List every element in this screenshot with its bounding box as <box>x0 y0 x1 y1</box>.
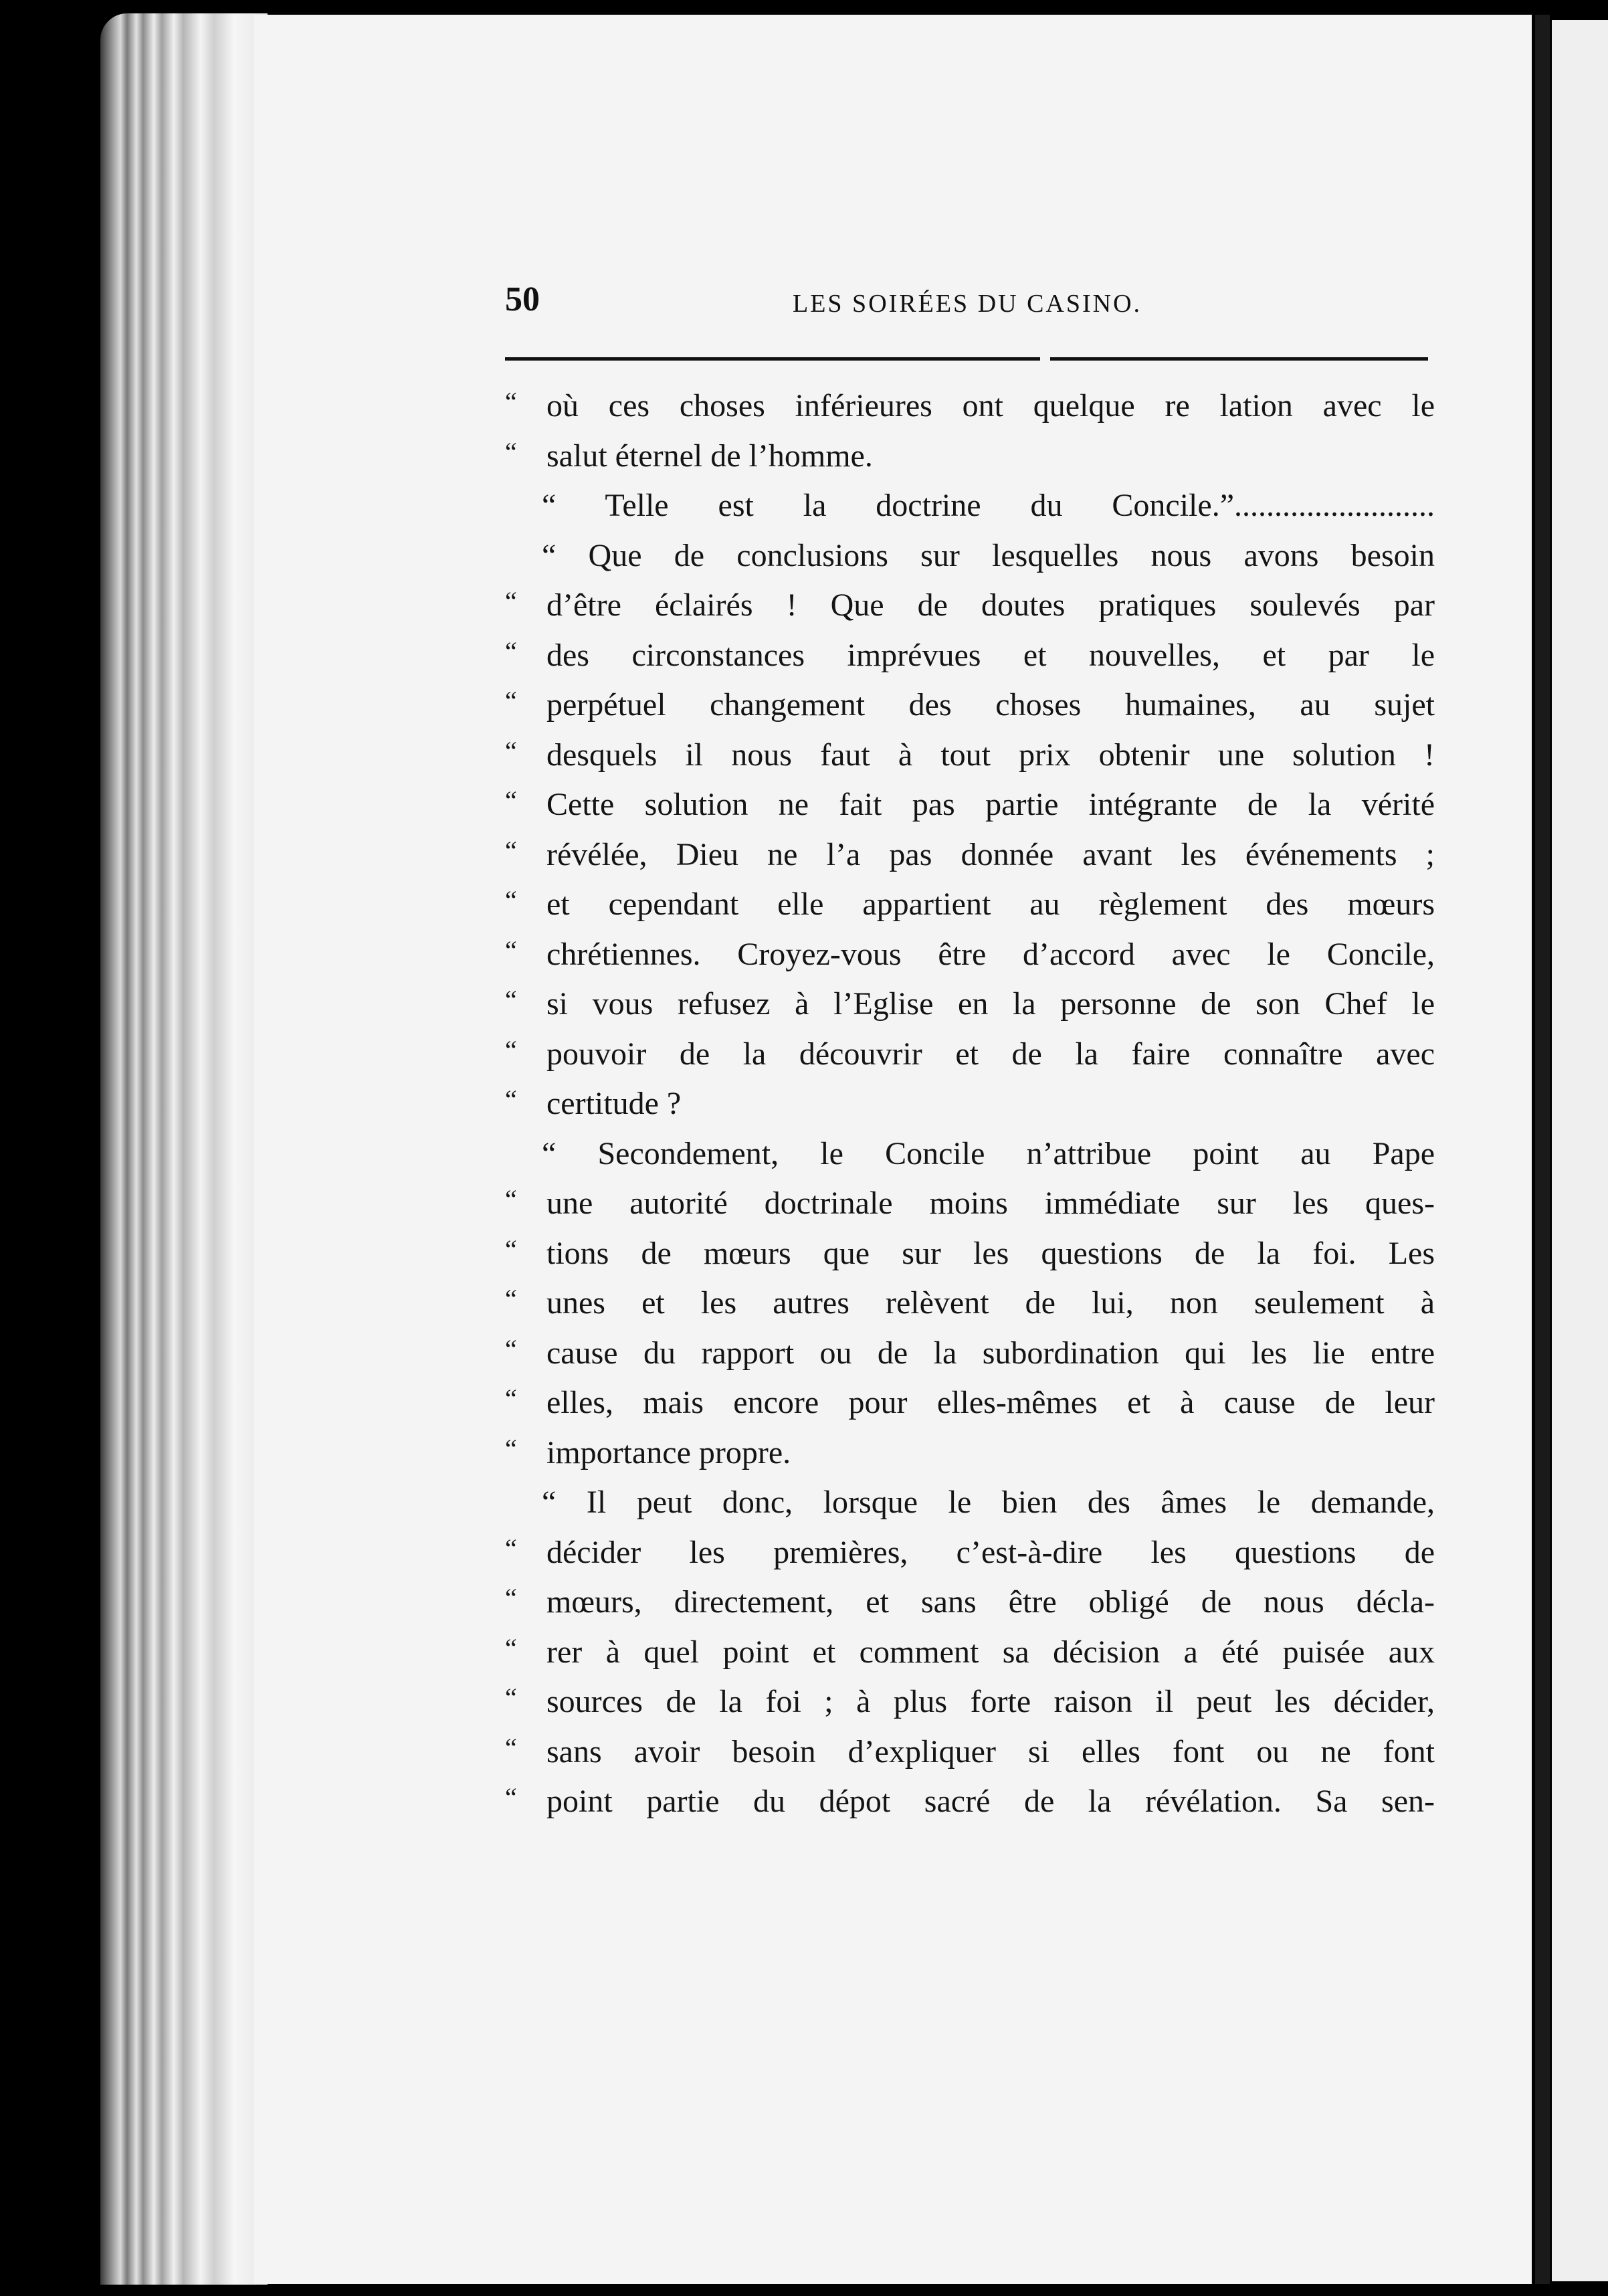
text-line <box>505 1677 1435 1727</box>
line-text: pouvoir de la découvrir et de la faire connaître avec <box>546 1036 1435 1072</box>
quote-mark: “ <box>505 686 517 716</box>
quote-mark: “ <box>505 1683 517 1713</box>
text-line <box>505 432 1435 482</box>
line-text: rer à quel point et comment sa décision a été puisée aux <box>546 1634 1435 1670</box>
quote-mark: “ <box>505 1034 517 1065</box>
page-edges <box>100 13 268 2285</box>
quote-mark: “ <box>505 735 517 766</box>
line-text: point partie du dépot sacré de la révélation. Sa sen- <box>546 1784 1435 1819</box>
text-line <box>505 930 1435 980</box>
text-line <box>505 1278 1435 1329</box>
quote-mark: “ <box>505 785 517 816</box>
line-text: mœurs, directement, et sans être obligé de nous décla- <box>546 1584 1435 1620</box>
text-line <box>505 1179 1435 1229</box>
line-text: importance propre. <box>546 1434 791 1470</box>
page-header <box>505 280 1435 326</box>
line-text: elles, mais encore pour elles-mêmes et à cause de leur <box>546 1385 1435 1420</box>
line-text: et cependant elle appartient au règlement des mœurs <box>546 886 1435 922</box>
quote-mark: “ <box>505 586 517 616</box>
quote-mark: “ <box>505 1583 517 1613</box>
quote-mark: “ <box>505 1732 517 1763</box>
quote-mark: “ <box>505 835 517 866</box>
quote-mark: “ <box>505 1284 517 1314</box>
text-line <box>505 381 1435 432</box>
line-text: cause du rapport ou de la subordination qui les lie entre <box>546 1335 1435 1371</box>
text-line <box>505 1378 1435 1428</box>
text-line <box>505 780 1435 830</box>
quote-mark: “ <box>505 985 517 1015</box>
quote-mark: “ <box>505 1533 517 1563</box>
line-text: “ Telle est la doctrine du Concile.”......................... <box>542 488 1435 523</box>
line-text: d’être éclairés ! Que de doutes pratiques soulevés par <box>546 587 1435 623</box>
line-text: tions de mœurs que sur les questions de la foi. Les <box>546 1235 1435 1271</box>
line-text: une autorité doctrinale moins immédiate sur les ques- <box>546 1185 1435 1221</box>
quote-mark: “ <box>505 636 517 666</box>
quote-mark: “ <box>505 1632 517 1663</box>
text-line <box>505 1478 1435 1528</box>
book-gutter <box>1535 15 1550 2284</box>
text-line <box>505 880 1435 930</box>
page-number: 50 <box>505 280 540 318</box>
text-line <box>505 680 1435 731</box>
text-line <box>505 1030 1435 1080</box>
text-line <box>505 1428 1435 1478</box>
line-text: salut éternel de l’homme. <box>546 438 873 474</box>
line-text: si vous refusez à l’Eglise en la personne de son Chef le <box>546 986 1435 1022</box>
line-text: “ Secondement, le Concile n’attribue point au Pape <box>542 1135 1435 1171</box>
text-line <box>505 1229 1435 1279</box>
quote-mark: “ <box>505 387 517 417</box>
text-line <box>505 1528 1435 1578</box>
line-text: révélée, Dieu ne l’a pas donnée avant les événements ; <box>546 836 1435 872</box>
text-line <box>505 1727 1435 1778</box>
quote-mark: “ <box>505 1184 517 1214</box>
line-text: sources de la foi ; à plus forte raison il peut les décider, <box>546 1684 1435 1719</box>
quote-mark: “ <box>505 1383 517 1414</box>
text-line <box>505 731 1435 781</box>
quote-mark: “ <box>505 935 517 965</box>
line-text: “ Il peut donc, lorsque le bien des âmes le demande, <box>542 1485 1435 1520</box>
header-rule-right <box>1050 357 1428 361</box>
line-text: Cette solution ne fait pas partie intégrante de la vérité <box>546 787 1435 822</box>
text-line <box>505 1329 1435 1379</box>
text-line <box>505 1129 1435 1179</box>
line-text: perpétuel changement des choses humaines, au sujet <box>546 687 1435 723</box>
quote-mark: “ <box>505 1234 517 1264</box>
line-text: desquels il nous faut à tout prix obtenir une solution ! <box>546 737 1435 773</box>
line-text: “ Que de conclusions sur lesquelles nous avons besoin <box>542 537 1435 573</box>
line-text: des circonstances imprévues et nouvelles, et par le <box>546 637 1435 673</box>
line-text: où ces choses inférieures ont quelque re lation avec le <box>546 388 1435 423</box>
text-line <box>505 1777 1435 1827</box>
line-text: décider les premières, c’est-à-dire les questions de <box>546 1534 1435 1570</box>
facing-page-edge <box>1552 20 1608 2281</box>
quote-mark: “ <box>505 1333 517 1364</box>
text-line <box>505 631 1435 681</box>
text-line <box>505 979 1435 1030</box>
quote-mark: “ <box>505 1084 517 1115</box>
line-text: unes et les autres relèvent de lui, non seulement à <box>546 1285 1435 1321</box>
line-text: certitude ? <box>546 1086 682 1121</box>
header-rule-left <box>505 357 1040 361</box>
text-line <box>505 481 1435 531</box>
text-line <box>505 1577 1435 1628</box>
line-text: chrétiennes. Croyez-vous être d’accord avec le Concile, <box>546 936 1435 972</box>
quote-mark: “ <box>505 1433 517 1464</box>
text-line <box>505 1628 1435 1678</box>
quote-mark: “ <box>505 885 517 915</box>
text-line <box>505 531 1435 581</box>
text-line <box>505 581 1435 631</box>
text-line <box>505 1079 1435 1129</box>
body-text <box>505 381 1435 1827</box>
running-title: LES SOIRÉES DU CASINO. <box>793 290 1142 318</box>
text-line <box>505 830 1435 880</box>
line-text: sans avoir besoin d’expliquer si elles font ou ne font <box>546 1733 1435 1769</box>
quote-mark: “ <box>505 436 517 467</box>
quote-mark: “ <box>505 1782 517 1812</box>
